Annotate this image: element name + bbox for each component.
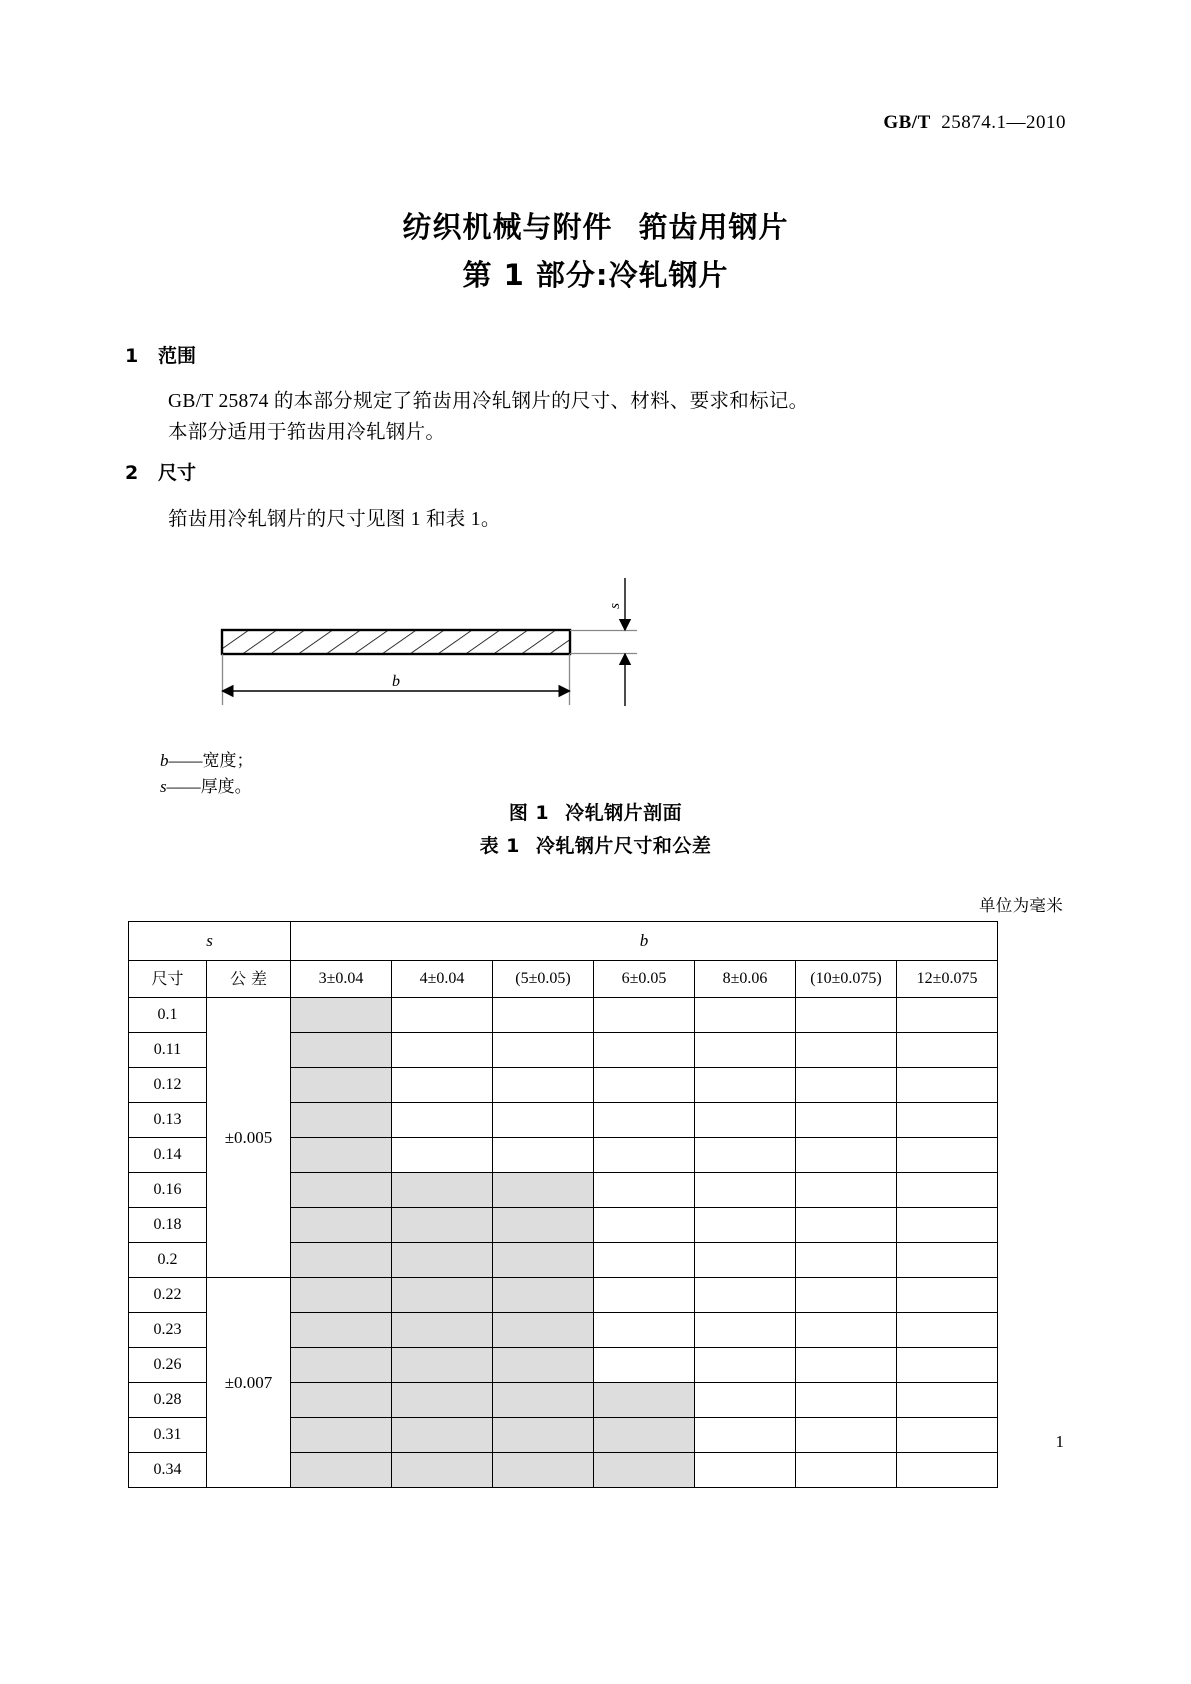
cell-tolerance: ±0.007	[207, 1278, 291, 1488]
cell-available	[493, 1418, 594, 1453]
sub-header-tolerance: 公 差	[207, 961, 291, 998]
cell-unavailable	[695, 1313, 796, 1348]
b-column-header-1: 4±0.04	[392, 961, 493, 998]
cell-unavailable	[392, 1068, 493, 1103]
cell-available	[291, 1068, 392, 1103]
table-body	[129, 998, 998, 1488]
cell-unavailable	[594, 1278, 695, 1313]
title-line-2: 第 1 部分:冷轧钢片	[462, 258, 729, 292]
cell-size: 0.26	[129, 1348, 207, 1383]
cell-unavailable	[796, 1068, 897, 1103]
cell-unavailable	[695, 1103, 796, 1138]
cell-available	[493, 1383, 594, 1418]
clause-2-paragraph-1: 筘齿用冷轧钢片的尺寸见图 1 和表 1。	[168, 509, 501, 530]
cell-available	[291, 1418, 392, 1453]
table-unit-note: 单位为毫米	[979, 896, 1063, 915]
figure-caption-label: 图 1	[508, 802, 550, 824]
figure-1-drawing	[125, 560, 1065, 730]
cell-unavailable	[594, 1173, 695, 1208]
title-line-1	[0, 205, 1191, 249]
cell-size: 0.14	[129, 1138, 207, 1173]
cell-available	[291, 1453, 392, 1488]
cell-available	[594, 1453, 695, 1488]
cell-unavailable	[695, 998, 796, 1033]
cell-unavailable	[796, 1103, 897, 1138]
cell-unavailable	[594, 1103, 695, 1138]
cell-available	[291, 1033, 392, 1068]
figure-key-symbol-b: b	[160, 751, 169, 770]
figure-caption-text: 冷轧钢片剖面	[565, 802, 683, 824]
cell-unavailable	[796, 1173, 897, 1208]
cell-available	[291, 1138, 392, 1173]
figure-key-width	[160, 748, 254, 774]
cell-unavailable	[796, 1208, 897, 1243]
cell-unavailable	[796, 1243, 897, 1278]
cell-size: 0.1	[129, 998, 207, 1033]
b-column-header-4: 8±0.06	[695, 961, 796, 998]
cell-unavailable	[897, 1103, 998, 1138]
cell-unavailable	[897, 1033, 998, 1068]
cell-available	[291, 1208, 392, 1243]
figure-key-text-b: 宽度；	[202, 751, 254, 770]
cell-available	[493, 1348, 594, 1383]
cell-available	[291, 1383, 392, 1418]
cell-unavailable	[796, 1138, 897, 1173]
cell-unavailable	[392, 998, 493, 1033]
cell-unavailable	[897, 1138, 998, 1173]
figure-key-text-s: 厚度。	[200, 777, 252, 796]
cell-size: 0.28	[129, 1383, 207, 1418]
clause-heading-1	[125, 341, 196, 368]
figure-caption	[0, 798, 1191, 825]
page-title	[0, 205, 1191, 297]
cell-available	[291, 1348, 392, 1383]
cell-available	[392, 1173, 493, 1208]
table-group-header-row	[129, 922, 998, 961]
figure-key-dash-s: ——	[166, 777, 201, 796]
cell-unavailable	[594, 1208, 695, 1243]
table-caption	[0, 831, 1191, 858]
cell-unavailable	[695, 1138, 796, 1173]
clause-number-2: 2	[125, 462, 139, 484]
cell-unavailable	[695, 1278, 796, 1313]
cell-unavailable	[695, 1383, 796, 1418]
cell-unavailable	[897, 1208, 998, 1243]
group-header-b: b	[291, 922, 998, 961]
cell-size: 0.22	[129, 1278, 207, 1313]
cell-unavailable	[493, 1103, 594, 1138]
svg-text:s: s	[607, 603, 623, 609]
cell-tolerance: ±0.005	[207, 998, 291, 1278]
cell-available	[392, 1348, 493, 1383]
cell-unavailable	[594, 1068, 695, 1103]
sub-header-size: 尺寸	[129, 961, 207, 998]
cell-unavailable	[796, 998, 897, 1033]
cell-size: 0.13	[129, 1103, 207, 1138]
title-part-sub: 筘齿用钢片	[638, 210, 789, 244]
cell-size: 0.34	[129, 1453, 207, 1488]
cell-unavailable	[594, 1138, 695, 1173]
table-row	[129, 998, 998, 1033]
cell-unavailable	[392, 1138, 493, 1173]
table-1	[128, 921, 998, 1488]
cell-available	[392, 1313, 493, 1348]
cell-unavailable	[695, 1243, 796, 1278]
cell-available	[392, 1208, 493, 1243]
cell-available	[493, 1208, 594, 1243]
clause-heading-2	[125, 458, 196, 485]
cell-unavailable	[796, 1278, 897, 1313]
page-number: 1	[1055, 1432, 1064, 1451]
cell-size: 0.16	[129, 1173, 207, 1208]
cell-available	[392, 1278, 493, 1313]
clause-1-paragraph-1: GB/T 25874 的本部分规定了筘齿用冷轧钢片的尺寸、材料、要求和标记。	[168, 391, 809, 412]
cell-available	[291, 1278, 392, 1313]
cell-available	[493, 1243, 594, 1278]
clause-1-paragraph-2: 本部分适用于筘齿用冷轧钢片。	[168, 422, 446, 443]
figure-key-symbol-s: s	[160, 777, 167, 796]
cell-unavailable	[897, 1453, 998, 1488]
cell-unavailable	[594, 1033, 695, 1068]
figure-key-dash-b: ——	[168, 751, 203, 770]
b-column-header-2: (5±0.05)	[493, 961, 594, 998]
cell-available	[493, 1313, 594, 1348]
table-head	[129, 922, 998, 998]
cell-size: 0.23	[129, 1313, 207, 1348]
cell-size: 0.12	[129, 1068, 207, 1103]
cell-available	[392, 1418, 493, 1453]
cell-size: 0.2	[129, 1243, 207, 1278]
document-header	[883, 112, 1066, 134]
cell-unavailable	[796, 1348, 897, 1383]
cell-unavailable	[695, 1418, 796, 1453]
cell-unavailable	[695, 1068, 796, 1103]
cell-unavailable	[493, 998, 594, 1033]
cell-unavailable	[594, 1243, 695, 1278]
standard-prefix: GB/T	[883, 112, 931, 133]
cell-size: 0.31	[129, 1418, 207, 1453]
cell-unavailable	[897, 1278, 998, 1313]
cell-unavailable	[594, 1313, 695, 1348]
cell-unavailable	[796, 1453, 897, 1488]
cell-unavailable	[695, 1348, 796, 1383]
cell-available	[493, 1453, 594, 1488]
cell-available	[493, 1173, 594, 1208]
cell-unavailable	[493, 1033, 594, 1068]
cell-available	[392, 1243, 493, 1278]
cell-unavailable	[796, 1033, 897, 1068]
cell-unavailable	[594, 998, 695, 1033]
cell-unavailable	[897, 1243, 998, 1278]
svg-text:b: b	[392, 673, 400, 690]
group-header-s: s	[129, 922, 291, 961]
cell-unavailable	[897, 998, 998, 1033]
cell-available	[392, 1453, 493, 1488]
cell-unavailable	[897, 1383, 998, 1418]
cell-available	[594, 1383, 695, 1418]
title-part-main: 纺织机械与附件	[402, 210, 613, 244]
clause-title-2: 尺寸	[158, 462, 197, 484]
cell-unavailable	[493, 1138, 594, 1173]
cell-unavailable	[796, 1383, 897, 1418]
cell-available	[291, 1173, 392, 1208]
standard-number: 25874.1—2010	[941, 112, 1066, 133]
cell-unavailable	[392, 1103, 493, 1138]
cell-unavailable	[392, 1033, 493, 1068]
b-column-header-5: (10±0.075)	[796, 961, 897, 998]
table-caption-label: 表 1	[479, 835, 520, 857]
table-caption-text: 冷轧钢片尺寸和公差	[535, 835, 712, 857]
cell-available	[291, 998, 392, 1033]
cell-unavailable	[695, 1173, 796, 1208]
cell-unavailable	[695, 1033, 796, 1068]
cell-unavailable	[897, 1173, 998, 1208]
spec-table	[128, 921, 998, 1488]
figure-key-thickness	[160, 774, 252, 800]
cell-unavailable	[695, 1208, 796, 1243]
b-column-header-6: 12±0.075	[897, 961, 998, 998]
clause-title-1: 范围	[158, 345, 197, 367]
cell-available	[392, 1383, 493, 1418]
cell-size: 0.11	[129, 1033, 207, 1068]
cell-unavailable	[695, 1453, 796, 1488]
cell-unavailable	[493, 1068, 594, 1103]
clause-number-1: 1	[125, 345, 139, 367]
cell-available	[493, 1278, 594, 1313]
cell-available	[594, 1418, 695, 1453]
cell-unavailable	[594, 1348, 695, 1383]
cell-available	[291, 1243, 392, 1278]
cell-unavailable	[897, 1348, 998, 1383]
table-row	[129, 1278, 998, 1313]
cell-unavailable	[897, 1313, 998, 1348]
cell-unavailable	[796, 1418, 897, 1453]
table-sub-header-row	[129, 961, 998, 998]
b-column-header-3: 6±0.05	[594, 961, 695, 998]
cell-available	[291, 1313, 392, 1348]
b-column-header-0: 3±0.04	[291, 961, 392, 998]
cell-unavailable	[897, 1418, 998, 1453]
cell-unavailable	[796, 1313, 897, 1348]
cell-size: 0.18	[129, 1208, 207, 1243]
cell-unavailable	[897, 1068, 998, 1103]
cell-available	[291, 1103, 392, 1138]
